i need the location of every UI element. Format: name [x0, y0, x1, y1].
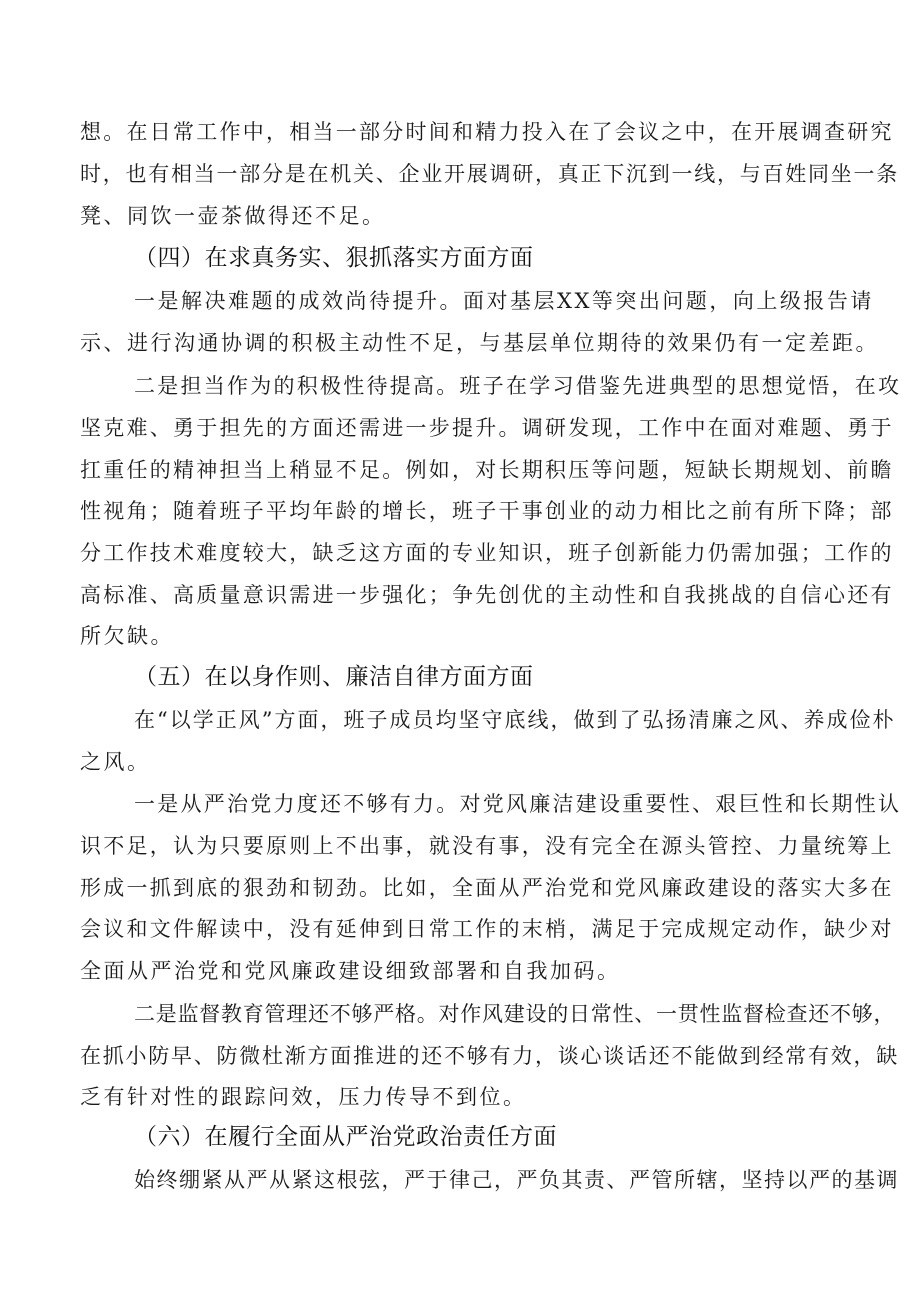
paragraph-line: 在“以学正风”方面，班子成员均坚守底线，做到了弘扬清廉之风、养成俭朴: [134, 708, 896, 732]
paragraph-line: 会议和文件解读中，没有延伸到日常工作的末梢，满足于完成规定动作，缺少对: [80, 917, 894, 941]
paragraph-line: 时，也有相当一部分是在机关、企业开展调研，真正下沉到一线，与百姓同坐一条: [80, 162, 899, 186]
paragraph-line: 所欠缺。: [80, 624, 174, 648]
paragraph-line: 之风。: [80, 750, 151, 774]
paragraph-line: 全面从严治党和党风廉政建设细致部署和自我加码。: [80, 959, 621, 983]
paragraph-line: 一是从严治党力度还不够有力。对党风廉洁建设重要性、艰巨性和长期性认: [134, 792, 902, 816]
paragraph-line: 始终绷紧从严从紧这根弦，严于律己，严负其责、严管所辖，坚持以严的基调: [134, 1168, 899, 1192]
paragraph-line: 二是担当作为的积极性待提高。班子在学习借鉴先进典型的思想觉悟，在攻: [134, 374, 902, 398]
section-heading-4: （四）在求真务实、狠抓落实方面方面: [134, 245, 534, 271]
section-heading-5: （五）在以身作则、廉洁自律方面方面: [134, 664, 534, 690]
paragraph-line: 形成一抓到底的狠劲和韧劲。比如，全面从严治党和党风廉政建设的落实大多在: [80, 876, 894, 900]
paragraph-line: 示、进行沟通协调的积极主动性不足，与基层单位期待的效果仍有一定差距。: [80, 331, 879, 355]
paragraph-line: 扛重任的精神担当上稍显不足。例如，对长期积压等问题，短缺长期规划、前瞻: [80, 458, 894, 482]
paragraph-line: 分工作技术难度较大，缺乏这方面的专业知识，班子创新能力仍需加强；工作的: [80, 541, 894, 565]
paragraph-line: 一是解决难题的成效尚待提升。面对基层XX等突出问题，向上级报告请: [134, 289, 874, 313]
paragraph-line: 性视角；随着班子平均年龄的增长，班子干事创业的动力相比之前有所下降；部: [80, 499, 894, 523]
section-heading-6: （六）在履行全面从严治党政治责任方面: [134, 1124, 557, 1150]
paragraph-line: 乏有针对性的跟踪问效，压力传导不到位。: [80, 1085, 527, 1109]
paragraph-line: 二是监督教育管理还不够严格。对作风建设的日常性、一贯性监督检查还不够，: [134, 1002, 896, 1026]
paragraph-line: 凳、同饮一壶茶做得还不足。: [80, 204, 386, 228]
paragraph-line: 坚克难、勇于担先的方面还需进一步提升。调研发现，工作中在面对难题、勇于: [80, 416, 894, 440]
paragraph-line: 识不足，认为只要原则上不出事，就没有事，没有完全在源头管控、力量统筹上: [80, 834, 894, 858]
paragraph-line: 高标准、高质量意识需进一步强化；争先创优的主动性和自我挑战的自信心还有: [80, 583, 894, 607]
paragraph-line: 在抓小防早、防微杜渐方面推进的还不够有力，谈心谈话还不能做到经常有效，缺: [80, 1044, 899, 1068]
paragraph-line: 想。在日常工作中，相当一部分时间和精力投入在了会议之中，在开展调查研究: [80, 120, 894, 144]
